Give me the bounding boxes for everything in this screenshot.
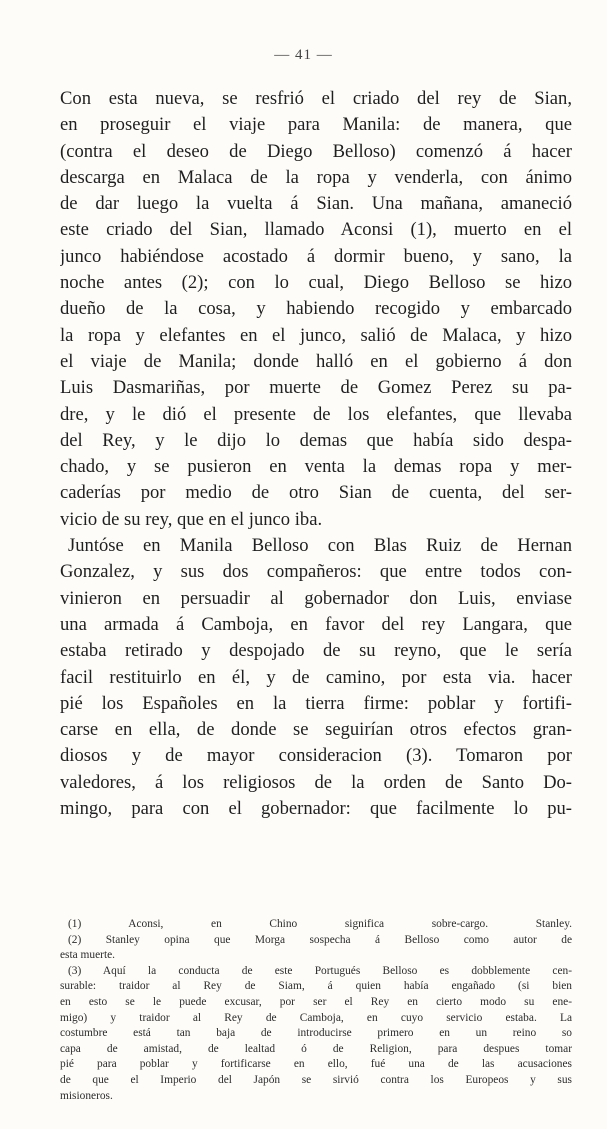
footnote-line: surable: traidor al Rey de Siam, á quien había engañado (si bien bbox=[60, 980, 572, 993]
text-line: de dar luego la vuelta á Sian. Una mañana, amaneció bbox=[60, 193, 572, 215]
text-line: caderías por medio de otro Sian de cuenta, del ser- bbox=[60, 482, 572, 504]
text-line: la ropa y elefantes en el junco, salió de Malaca, y hizo bbox=[60, 324, 572, 346]
text-line: este criado del Sian, llamado Aconsi (1), muerto en el bbox=[60, 219, 572, 241]
text-line: en proseguir el viaje para Manila: de manera, que bbox=[60, 114, 572, 136]
footnote-line: costumbre está tan baja de introducirse primero en un reino so bbox=[60, 1027, 572, 1040]
footnote-line: misioneros. bbox=[60, 1089, 113, 1102]
footnote-line: de que el Imperio del Japón se sirvió contra los Europeos y sus bbox=[60, 1073, 572, 1086]
text-line: noche antes (2); con lo cual, Diego Belloso se hizo bbox=[60, 272, 572, 294]
footnotes bbox=[60, 917, 572, 1104]
text-line: Juntóse en Manila Belloso con Blas Ruiz de Hernan bbox=[68, 535, 572, 557]
text-line: Con esta nueva, se resfrió el criado del rey de Sian, bbox=[60, 88, 572, 109]
text-line: descarga en Malaca de la ropa y venderla, con ánimo bbox=[60, 166, 572, 188]
footnote-line: migo) y traidor al Rey de Camboja, en cuyo servicio estaba. La bbox=[60, 1011, 572, 1024]
footnote-line: (3) Aquí la conducta de este Portugués Belloso es dobblemente cen- bbox=[68, 964, 572, 977]
text-line: Gonzalez, y sus dos compañeros: que entre todos con- bbox=[60, 561, 572, 583]
footnote-line: en esto se le puede excusar, por ser el Rey en cierto modo su ene- bbox=[60, 995, 572, 1008]
text-line: estaba retirado y despojado de su reyno, que le sería bbox=[60, 640, 572, 662]
text-line: dueño de la cosa, y habiendo recogido y embarcado bbox=[60, 298, 572, 320]
footnote-line: esta muerte. bbox=[60, 949, 116, 962]
footnote-line: pié para poblar y fortificarse en ello, fué una de las acusaciones bbox=[60, 1058, 572, 1071]
text-line: pié los Españoles en la tierra firme: poblar y fortifi- bbox=[60, 692, 572, 714]
text-line: del Rey, y le dijo lo demas que había sido despa- bbox=[60, 429, 572, 451]
main-text bbox=[60, 86, 572, 822]
text-line: (contra el deseo de Diego Belloso) comenzó á hacer bbox=[60, 140, 572, 162]
text-line: mingo, para con el gobernador: que facilmente lo pu- bbox=[60, 798, 572, 820]
text-line: valedores, á los religiosos de la orden de Santo Do- bbox=[60, 771, 572, 793]
text-line: vinieron en persuadir al gobernador don Luis, enviase bbox=[60, 587, 572, 609]
text-line: el viaje de Manila; donde halló en el gobierno á don bbox=[60, 350, 572, 372]
footnote-line: (2) Stanley opina que Morga sospecha á Belloso como autor de bbox=[68, 933, 572, 946]
text-line: una armada á Camboja, en favor del rey Langara, que bbox=[60, 613, 572, 635]
text-line: facil restituirlo en él, y de camino, por esta via. hacer bbox=[60, 666, 572, 688]
text-line: diosos y de mayor consideracion (3). Tomaron por bbox=[60, 745, 572, 767]
footnote-line: capa de amistad, de lealtad ó de Religion, para despues tomar bbox=[60, 1042, 572, 1055]
text-line: vicio de su rey, que en el junco iba. bbox=[60, 508, 323, 530]
text-line: Luis Dasmariñas, por muerte de Gomez Perez su pa- bbox=[60, 377, 572, 399]
page-number: — 41 — bbox=[274, 47, 333, 63]
text-line: chado, y se pusieron en venta la demas ropa y mer- bbox=[60, 456, 572, 478]
text-line: dre, y le dió el presente de los elefantes, que llevaba bbox=[60, 403, 572, 425]
text-line: junco habiéndose acostado á dormir bueno, y sano, la bbox=[60, 245, 572, 267]
text-line: carse en ella, de donde se seguirían otros efectos gran- bbox=[60, 719, 572, 741]
footnote-line: (1) Aconsi, en Chino significa sobre-cargo. Stanley. bbox=[68, 918, 572, 930]
